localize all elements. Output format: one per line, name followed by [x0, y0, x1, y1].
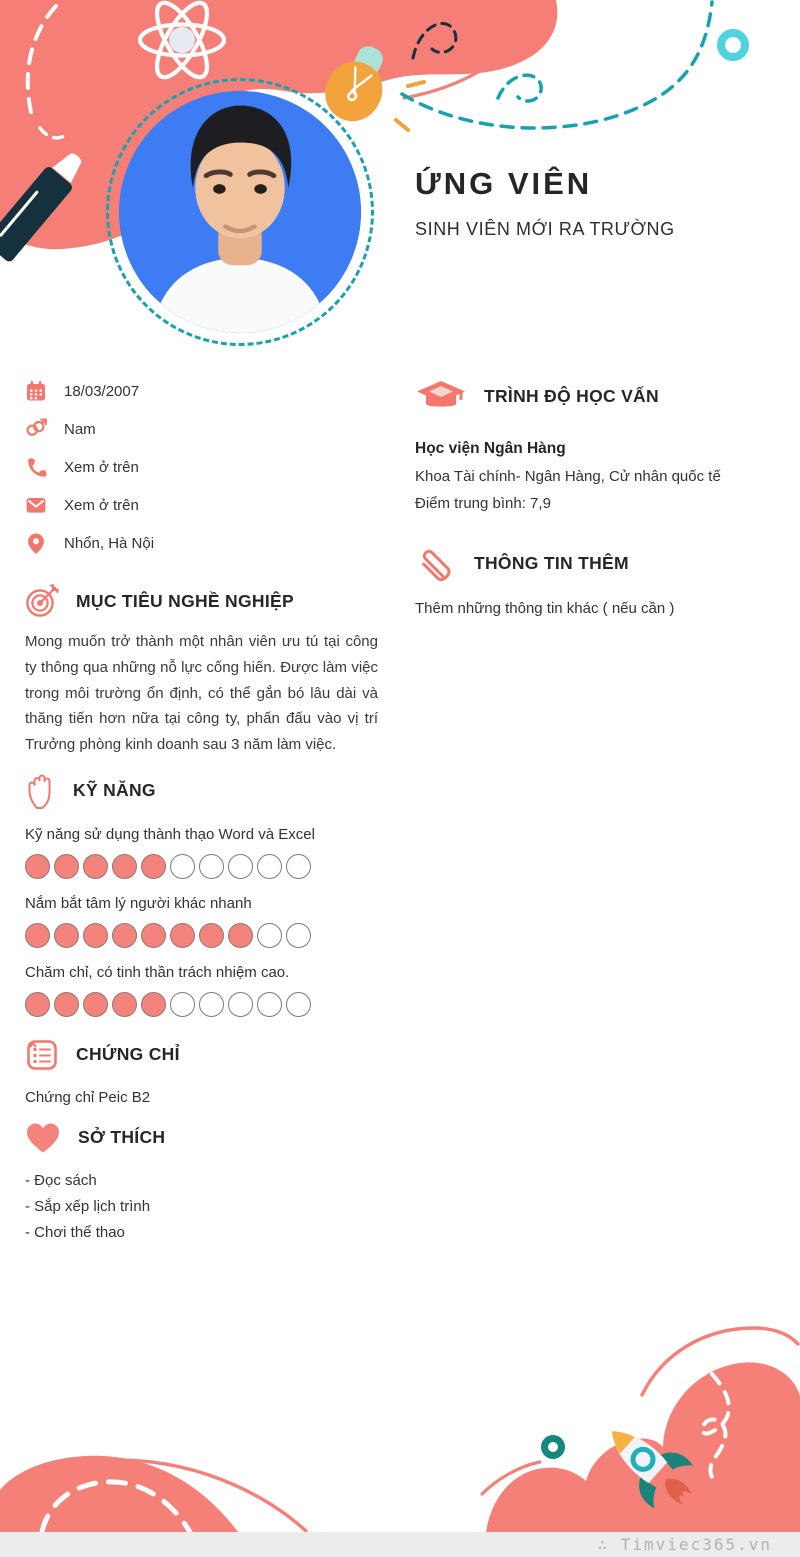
skill-dot	[141, 992, 166, 1017]
certificates-section-header	[25, 1038, 378, 1072]
skill-dot	[286, 854, 311, 879]
contact-row-birthday	[25, 380, 378, 402]
education-school: Học viện Ngân Hàng	[415, 440, 566, 457]
contact-row-email	[25, 494, 378, 516]
skill-dot	[228, 923, 253, 948]
skill-dot	[170, 992, 195, 1017]
certificate-item: Chứng chỉ Peic B2	[25, 1088, 151, 1106]
heart-icon	[25, 1121, 61, 1155]
paperclip-icon	[415, 539, 457, 587]
skill-dot	[112, 854, 137, 879]
skill-dot	[54, 992, 79, 1017]
objective-body: Mong muốn trở thành một nhân viên ưu tú tại công ty thông qua những nỗ lực cống hiến. Được làm việc trong môi trường ổn định, có thể gắn bó lâu dài và thăng tiến hơn nữa tại công ty, phấn đấu vào vị trí Trưởng phòng kinh doanh sau 3 năm làm việc.	[25, 633, 378, 754]
skill-dot	[25, 923, 50, 948]
skill-dot	[257, 992, 282, 1017]
phone-value: Xem ở trên	[64, 458, 139, 476]
skill-dot	[257, 923, 282, 948]
skill-label: Kỹ năng sử dụng thành thạo Word và Excel	[25, 825, 315, 843]
skill-item	[25, 826, 378, 879]
education-major: Khoa Tài chính- Ngân Hàng, Cử nhân quốc tế	[415, 468, 721, 485]
contact-row-gender	[25, 418, 378, 440]
teal-donut-bottom-icon	[545, 1439, 562, 1456]
skill-level-dots	[25, 923, 378, 948]
coral-blob-bottom-left	[0, 1456, 238, 1532]
skill-label: Chăm chỉ, có tinh thần trách nhiệm cao.	[25, 963, 290, 981]
objective-section-header	[25, 584, 378, 618]
skills-section-header	[25, 772, 378, 810]
certificates-title: CHỨNG CHỈ	[76, 1044, 180, 1065]
skill-dot	[54, 923, 79, 948]
candidate-subtitle: SINH VIÊN MỚI RA TRƯỜNG	[415, 219, 675, 239]
skills-title: KỸ NĂNG	[73, 780, 156, 801]
hobby-item: - Chơi thể thao	[25, 1223, 125, 1241]
location-value: Nhổn, Hà Nội	[64, 534, 155, 552]
hobby-item: - Đọc sách	[25, 1171, 97, 1189]
additional-body: Thêm những thông tin khác ( nếu cần )	[415, 600, 675, 617]
gender-value: Nam	[64, 420, 96, 438]
skill-dot	[286, 923, 311, 948]
skill-dot	[83, 923, 108, 948]
watermark-text: ∴ Timviec365.vn	[597, 1535, 772, 1554]
skill-item	[25, 964, 378, 1017]
phone-icon	[25, 456, 47, 478]
skill-dot	[199, 992, 224, 1017]
objective-title: MỤC TIÊU NGHỀ NGHIỆP	[76, 590, 294, 611]
portrait-illustration	[119, 91, 361, 333]
skill-dot	[83, 854, 108, 879]
candidate-name: ỨNG VIÊN	[415, 166, 593, 201]
skill-dot	[141, 923, 166, 948]
hobbies-section-header	[25, 1121, 378, 1155]
skill-dot	[199, 854, 224, 879]
profile-photo	[119, 91, 361, 333]
teal-donut-icon	[721, 33, 745, 57]
skill-level-dots	[25, 854, 378, 879]
contact-row-location	[25, 532, 378, 554]
skill-dot	[170, 854, 195, 879]
bulb-ray	[408, 82, 424, 86]
skill-dot	[199, 923, 224, 948]
hand-icon	[25, 772, 56, 810]
profile-photo-ring	[106, 78, 374, 346]
skill-dot	[228, 854, 253, 879]
education-title: TRÌNH ĐỘ HỌC VẤN	[484, 386, 659, 406]
calendar-icon	[25, 380, 47, 402]
certificate-icon	[25, 1038, 59, 1072]
skill-level-dots	[25, 992, 378, 1017]
hobby-list	[25, 1168, 378, 1246]
skill-dot	[228, 992, 253, 1017]
birthday-value: 18/03/2007	[64, 382, 140, 400]
skill-dot	[170, 923, 195, 948]
education-section-header	[415, 380, 787, 413]
email-value: Xem ở trên	[64, 496, 139, 514]
skill-dot	[112, 992, 137, 1017]
contact-row-phone	[25, 456, 378, 478]
skill-dot	[25, 854, 50, 879]
hobby-item: - Sắp xếp lịch trình	[25, 1197, 151, 1215]
gender-icon	[25, 418, 47, 440]
target-icon	[25, 584, 59, 618]
hobbies-title: SỞ THÍCH	[78, 1127, 166, 1148]
bottom-decoration	[0, 1302, 800, 1532]
skill-item	[25, 895, 378, 948]
skill-dot	[141, 854, 166, 879]
skill-dot	[83, 992, 108, 1017]
graduation-cap-icon	[415, 380, 467, 413]
skill-dot	[54, 854, 79, 879]
skill-dot	[112, 923, 137, 948]
skill-label: Nắm bắt tâm lý người khác nhanh	[25, 894, 252, 912]
skill-dot	[25, 992, 50, 1017]
additional-section-header	[415, 539, 787, 587]
additional-title: THÔNG TIN THÊM	[474, 552, 629, 573]
footer-watermark-bar	[0, 1532, 800, 1557]
bulb-ray	[396, 120, 408, 130]
skill-dot	[257, 854, 282, 879]
teal-dashed-curl	[498, 75, 541, 101]
education-gpa: Điểm trung bình: 7,9	[415, 495, 551, 512]
email-icon	[25, 494, 47, 516]
skill-dot	[286, 992, 311, 1017]
location-icon	[25, 532, 47, 554]
